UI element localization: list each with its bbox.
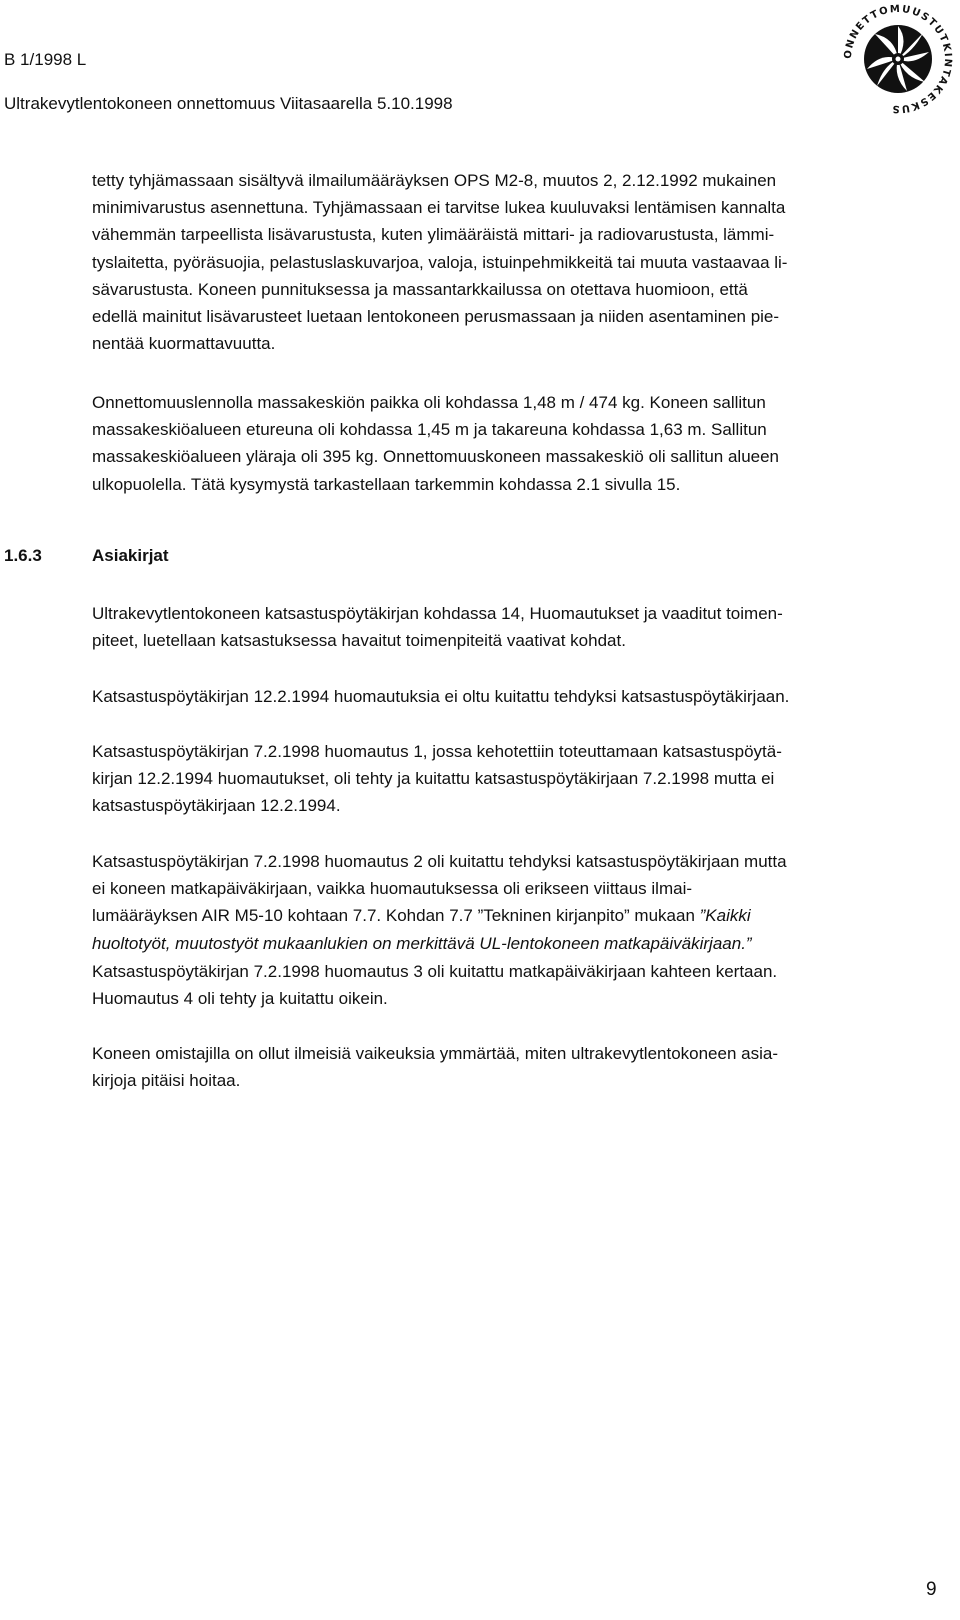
text-line: sävarustusta. Koneen punnituksessa ja massantarkkailussa on otettava huomioon, että [92,279,748,299]
text-line [92,902,958,929]
text-line: Katsastuspöytäkirjan 7.2.1998 huomautus 3 oli kuitattu matkapäiväkirjaan kahteen kertaan. [92,962,778,981]
page-number: 9 [926,1579,937,1600]
paragraph-omistajat [92,1040,958,1094]
text-line: edellä mainitut lisävarusteet luetaan lentokoneen perusmassaan ja niiden asentaminen pie- [92,307,780,327]
section-title: Asiakirjat [92,546,169,565]
text-line: Ultrakevytlentokoneen katsastuspöytäkirjan kohdassa 14, Huomautukset ja vaaditut toimen- [92,604,783,623]
text-plain: lumääräyksen AIR M5-10 kohtaan 7.7. Kohdan 7.7 ”Tekninen kirjanpito” mukaan [92,906,700,926]
text-line: Katsastuspöytäkirjan 7.2.1998 huomautus 1, jossa kehotettiin toteuttamaan katsastuspöytä- [92,742,782,761]
text-line: ulkopuolella. Tätä kysymystä tarkastellaan tarkemmin kohdassa 2.1 sivulla 15. [92,474,681,494]
accident-investigation-board-logo-icon [837,0,960,118]
text-line: massakeskiöalueen etureuna oli kohdassa 1,45 m ja takareuna kohdassa 1,63 m. Sallitun [92,420,767,440]
paragraph-huomautus-2 [92,848,958,957]
text-line: minimivarustus asennettuna. Tyhjämassaan ei tarvitse lukea kuuluvaksi lentämisen kannalta [92,198,786,218]
section-number: 1.6.3 [4,546,42,565]
document-id: B 1/1998 L [4,50,87,69]
paragraph-huomautus-3-4 [92,958,958,1012]
paragraph-katsastus-intro [92,600,958,654]
text-line: piteet, luetellaan katsastuksessa havaitut toimenpiteitä vaativat kohdat. [92,631,626,651]
paragraph-massakeskio [92,389,958,498]
text-line: massakeskiöalueen yläraja oli 395 kg. Onnettomuuskoneen massakeskiö oli sallitun alueen [92,447,780,467]
logo-text: ONNETTOMUUSTUTKINTAKESKUS [842,3,954,115]
text-line: kirjoja pitäisi hoitaa. [92,1071,241,1091]
text-line: ei koneen matkapäiväkirjaan, vaikka huomautuksessa oli erikseen viittaus ilmai- [92,879,693,899]
text-line: Onnettomuuslennolla massakeskiön paikka oli kohdassa 1,48 m / 474 kg. Koneen sallitun [92,393,766,412]
text-line: nentää kuormattavuutta. [92,334,276,354]
paragraph-katsastus-1994 [92,683,958,710]
text-line: katsastuspöytäkirjaan 12.2.1994. [92,796,341,816]
text-line: kirjan 12.2.1994 huomautukset, oli tehty ja kuitattu katsastuspöytäkirjaan 7.2.1998 mutta ei [92,769,775,789]
text-line: Katsastuspöytäkirjan 12.2.1994 huomautuksia ei oltu kuitattu tehdyksi katsastuspöytäkirjaan. [92,687,790,706]
text-line: tyslaitetta, pyöräsuojia, pelastuslaskuvarjoa, valoja, istuinpehmikkeitä tai muuta vastaavaa li- [92,252,788,272]
text-line: Huomautus 4 oli tehty ja kuitattu oikein. [92,989,388,1009]
text-line: tetty tyhjämassaan sisältyvä ilmailumääräyksen OPS M2-8, muutos 2, 2.12.1992 mukainen [92,171,777,190]
text-line: Katsastuspöytäkirjan 7.2.1998 huomautus 2 oli kuitattu tehdyksi katsastuspöytäkirjaan mutta [92,852,787,871]
text-line: Koneen omistajilla on ollut ilmeisiä vaikeuksia ymmärtää, miten ultrakevytlentokoneen asia- [92,1044,778,1063]
paragraph-tyhjamassa [92,167,958,357]
paragraph-huomautus-1 [92,738,958,820]
quote-italic: ”Kaikki [699,906,751,926]
document-title: Ultrakevytlentokoneen onnettomuus Viitasaarella 5.10.1998 [4,94,453,113]
text-line: vähemmän tarpeellista lisävarustusta, kuten ylimääräistä mittari- ja radiovarustusta, lämmi- [92,225,775,245]
quote-italic: huoltotyöt, muutostyöt mukaanlukien on merkittävä UL-lentokoneen matkapäiväkirjaan.” [92,933,752,953]
